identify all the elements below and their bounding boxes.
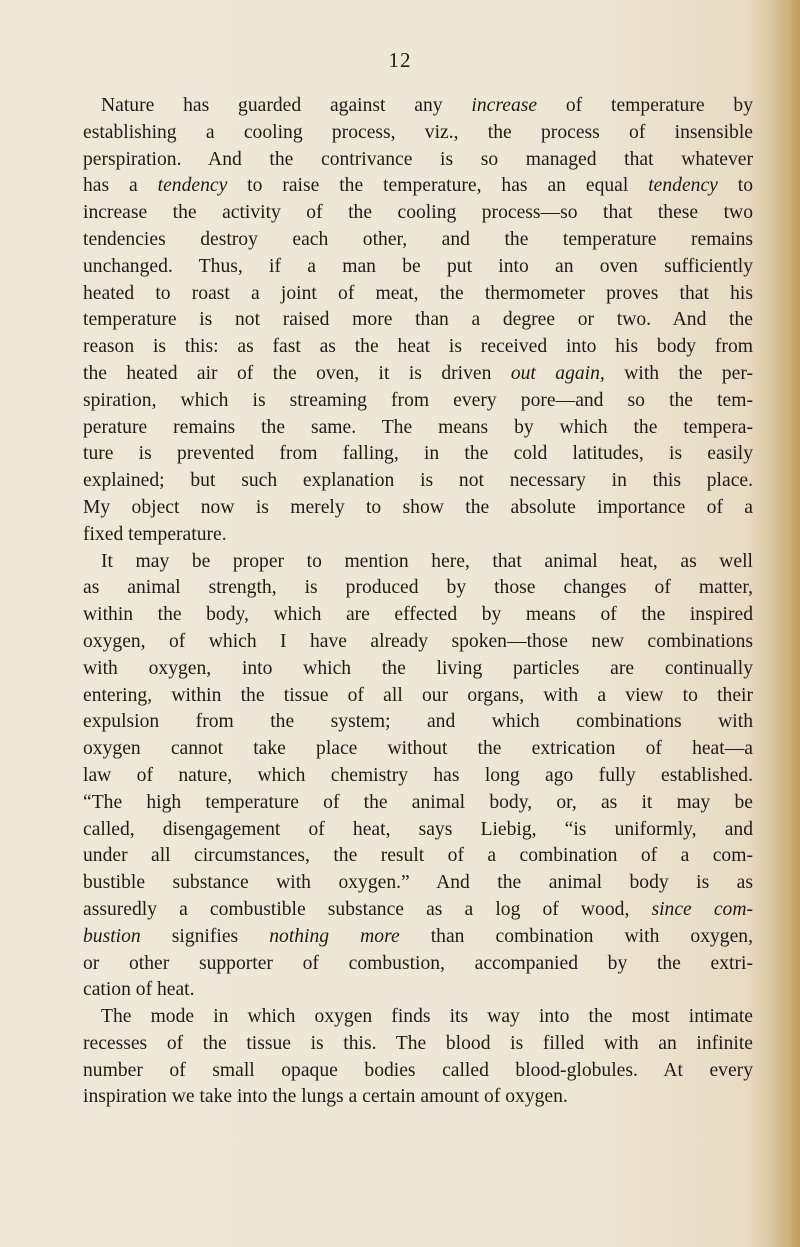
text-line (83, 629, 753, 656)
text-line (83, 924, 753, 951)
text-line (83, 441, 753, 468)
italic-text: tendency (157, 175, 228, 197)
text-line (83, 361, 753, 388)
text-run: reason is this: as fast as the heat is received into his body from (83, 336, 753, 358)
italic-text: tendency (648, 175, 718, 197)
text-run: with oxygen, into which the living particles are continually (83, 657, 753, 679)
text-line (83, 549, 753, 576)
text-run: of temperature by (537, 95, 753, 116)
text-run: law of nature, which chemistry has long ago fully established. (83, 764, 753, 786)
text-line (83, 575, 753, 602)
text-run: called, disengagement of heat, says Liebig, “is uniformly, and (83, 818, 753, 840)
italic-text: since com- (651, 898, 753, 920)
text-run: explained; but such explanation is not necessary in this place. (83, 470, 753, 492)
italic-text: bustion (83, 925, 141, 947)
text-line (83, 709, 753, 736)
text-line (83, 1031, 753, 1058)
page-edge-shading (768, 0, 800, 1247)
text-run: has a (83, 175, 158, 197)
text-line (83, 870, 753, 897)
text-run: perspiration. And the contrivance is so managed that whatever (83, 148, 753, 170)
text-run: temperature is not raised more than a degree or two. And the (83, 309, 753, 331)
text-run: fixed temperature. (83, 523, 227, 545)
text-run: oxygen, of which I have already spoken—those new combinations (83, 630, 753, 652)
text-line (83, 281, 753, 308)
text-line (83, 683, 753, 710)
text-line (83, 602, 753, 629)
text-line (83, 1058, 753, 1085)
text-run: oxygen cannot take place without the extrication of heat—a (83, 738, 753, 760)
text-run: within the body, which are effected by means of the inspired (83, 604, 753, 626)
text-run: expulsion from the system; and which combinations with (83, 711, 753, 733)
italic-text: out again, (510, 362, 605, 384)
text-line (83, 951, 753, 978)
text-line (83, 977, 753, 1004)
text-run: Nature has guarded against any (101, 95, 472, 116)
text-run: than combination with oxygen, (399, 925, 753, 947)
text-line (83, 334, 753, 361)
text-line (83, 468, 753, 495)
text-run: My object now is merely to show the absolute importance of a (83, 496, 753, 518)
text-run: recesses of the tissue is this. The blood is filled with an infinite (83, 1032, 753, 1054)
text-run: signifies (140, 925, 270, 947)
text-run: as animal strength, is produced by those changes of matter, (83, 577, 753, 599)
text-run: increase the activity of the cooling process—so that these two (83, 202, 753, 224)
page-number: 12 (388, 48, 412, 72)
italic-text: nothing more (269, 925, 400, 947)
text-line (83, 656, 753, 683)
text-run: with the per- (604, 362, 754, 384)
text-line (83, 897, 753, 924)
text-run: perature remains the same. The means by which the tempera- (83, 416, 753, 438)
text-run: to raise the temperature, has an equal (227, 175, 649, 197)
text-run: assuredly a combustible substance as a log of wood, (83, 898, 652, 920)
text-run: the heated air of the oven, it is driven (83, 362, 511, 384)
text-line (83, 843, 753, 870)
text-run: unchanged. Thus, if a man be put into an oven sufficiently (83, 255, 753, 277)
text-line (83, 790, 753, 817)
text-run: or other supporter of combustion, accompanied by the extri- (83, 952, 753, 974)
text-line (83, 307, 753, 334)
text-line (83, 817, 753, 844)
text-line (83, 1084, 753, 1111)
text-run: establishing a cooling process, viz., the process of insensible (83, 121, 753, 143)
text-line (83, 147, 753, 174)
text-line (83, 93, 753, 120)
text-run: heated to roast a joint of meat, the thermometer proves that his (83, 282, 753, 304)
text-run: inspiration we take into the lungs a certain amount of oxygen. (83, 1086, 568, 1108)
text-run: cation of heat. (83, 979, 195, 1001)
text-run: spiration, which is streaming from every pore—and so the tem- (83, 389, 753, 411)
text-run: ture is prevented from falling, in the cold latitudes, is easily (83, 443, 753, 465)
text-line (83, 388, 753, 415)
text-run: tendencies destroy each other, and the temperature remains (83, 228, 753, 250)
text-run: to (717, 175, 753, 197)
text-run: It may be proper to mention here, that animal heat, as well (101, 550, 753, 572)
text-run: entering, within the tissue of all our organs, with a view to their (83, 684, 753, 706)
body-text (83, 93, 753, 1111)
text-line (83, 1004, 753, 1031)
text-line (83, 120, 753, 147)
text-line (83, 522, 753, 549)
text-run: under all circumstances, the result of a combination of a com- (83, 845, 753, 867)
text-line (83, 495, 753, 522)
text-run: number of small opaque bodies called blood-globules. At every (83, 1059, 753, 1081)
text-run: “The high temperature of the animal body, or, as it may be (83, 791, 753, 813)
text-line (83, 736, 753, 763)
text-line (83, 227, 753, 254)
text-line (83, 763, 753, 790)
text-line (83, 254, 753, 281)
text-line (83, 415, 753, 442)
text-line (83, 200, 753, 227)
text-line (83, 173, 753, 200)
text-run: bustible substance with oxygen.” And the animal body is as (83, 872, 753, 894)
italic-text: increase (471, 95, 538, 116)
text-run: The mode in which oxygen finds its way into the most intimate (101, 1006, 753, 1028)
